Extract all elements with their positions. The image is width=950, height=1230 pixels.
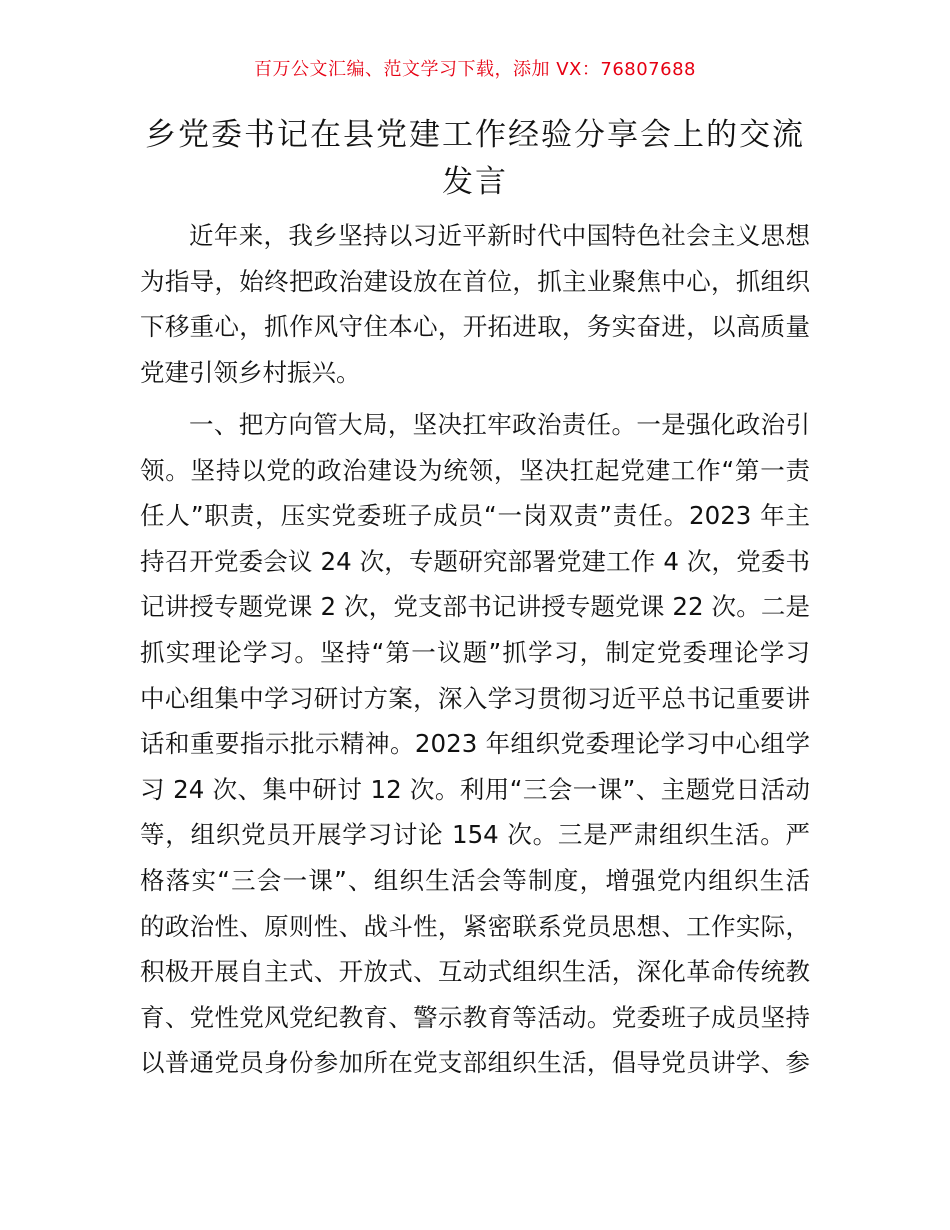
- text-line: 领。坚持以党的政治建设为统领，坚决扛起党建工作“第一责: [140, 455, 810, 485]
- text-line: 话和重要指示批示精神。2023 年组织党委理论学习中心组学: [140, 729, 810, 759]
- header-promo-note: 百万公文汇编、范文学习下载，添加 VX：76807688: [254, 59, 696, 80]
- text-line: 习 24 次、集中研讨 12 次。利用“三会一课”、主题党日活动: [140, 774, 810, 804]
- text-line: 党建引领乡村振兴。: [140, 357, 361, 387]
- title-line-1: 乡党委书记在县党建工作经验分享会上的交流: [145, 117, 805, 153]
- text-line: 中心组集中学习研讨方案，深入学习贯彻习近平总书记重要讲: [140, 683, 810, 713]
- text-line: 一、把方向管大局，坚决扛牢政治责任。一是强化政治引: [189, 410, 810, 439]
- text-line: 等，组织党员开展学习讨论 154 次。三是严肃组织生活。严: [140, 820, 810, 850]
- text-line: 下移重心，抓作风守住本心，开拓进取，务实奋进，以高质量: [140, 312, 810, 342]
- text-line: 记讲授专题党课 2 次，党支部书记讲授专题党课 22 次。二是: [140, 592, 810, 622]
- text-line: 抓实理论学习。坚持“第一议题”抓学习，制定党委理论学习: [140, 637, 810, 667]
- paragraph-intro: [140, 213, 810, 395]
- text-line: 持召开党委会议 24 次，专题研究部署党建工作 4 次，党委书: [140, 546, 810, 576]
- text-line: 任人”职责，压实党委班子成员“一岗双责”责任。2023 年主: [140, 501, 810, 531]
- text-line: 为指导，始终把政治建设放在首位，抓主业聚焦中心，抓组织: [140, 266, 810, 296]
- title-line-2: 发言: [442, 164, 508, 200]
- paragraph-section-1: [140, 402, 810, 1086]
- document-title: [100, 112, 850, 206]
- text-line: 以普通党员身份参加所在党支部组织生活，倡导党员讲学、参: [140, 1048, 810, 1078]
- text-line: 格落实“三会一课”、组织生活会等制度，增强党内组织生活: [140, 865, 810, 895]
- text-line: 育、党性党风党纪教育、警示教育等活动。党委班子成员坚持: [140, 1002, 810, 1032]
- text-line: 近年来，我乡坚持以习近平新时代中国特色社会主义思想: [189, 221, 810, 250]
- text-line: 的政治性、原则性、战斗性，紧密联系党员思想、工作实际，: [140, 911, 810, 941]
- text-line: 积极开展自主式、开放式、互动式组织生活，深化革命传统教: [140, 957, 810, 987]
